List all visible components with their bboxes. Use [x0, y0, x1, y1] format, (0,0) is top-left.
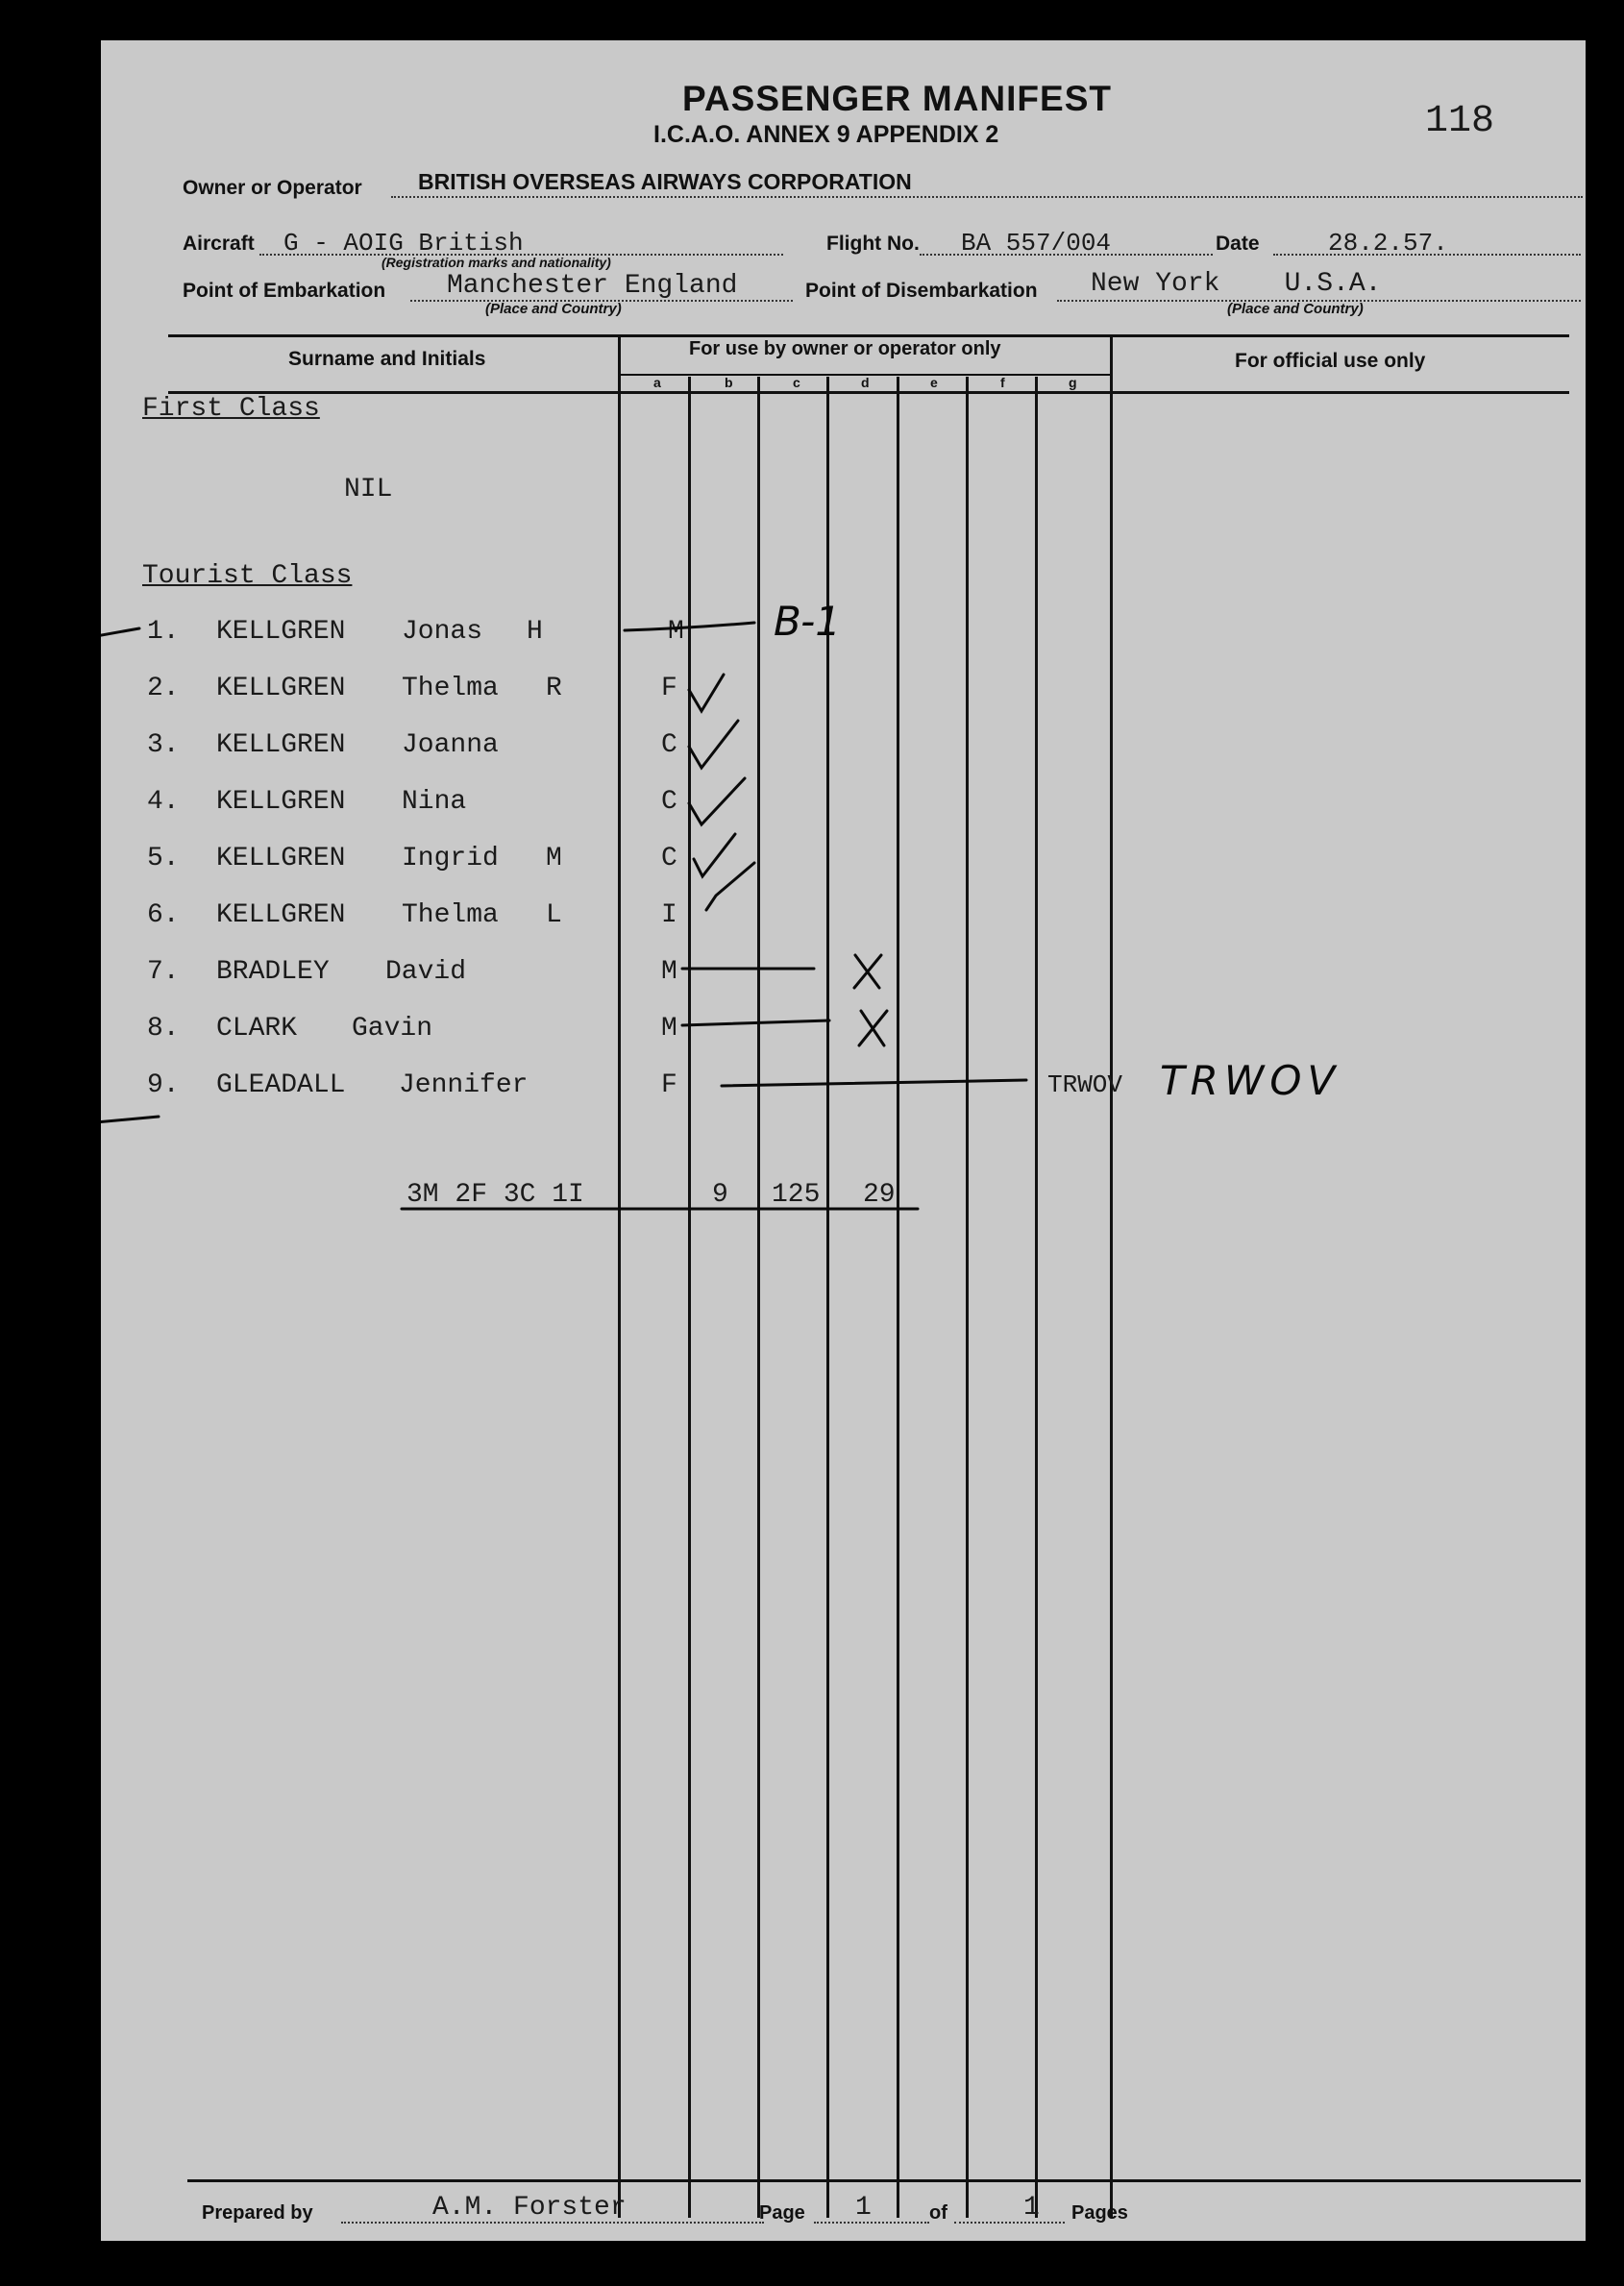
footer-rule [187, 2179, 1581, 2182]
prepared-by-value: A.M. Forster [432, 2193, 627, 2223]
surname: GLEADALL [216, 1070, 346, 1100]
registration-note: (Registration marks and nationality) [381, 255, 611, 270]
page-label: Page [759, 2202, 805, 2224]
row-number: 5. [147, 844, 180, 873]
total-b: 9 [712, 1180, 728, 1210]
embarkation-note: (Place and Country) [485, 301, 622, 317]
embarkation-label: Point of Embarkation [183, 280, 386, 302]
surname: KELLGREN [216, 730, 346, 760]
initial: L [546, 900, 562, 930]
of-dotted-line [954, 2222, 1065, 2224]
col-official: For official use only [1235, 350, 1426, 372]
sex-code: C [661, 730, 677, 760]
surname: KELLGREN [216, 617, 346, 647]
page-value: 1 [855, 2193, 872, 2223]
subcol-f: f [1000, 375, 1005, 390]
row8-strike-line [682, 1020, 829, 1025]
total-c: 125 [772, 1180, 821, 1210]
of-value: 1 [1023, 2193, 1040, 2223]
page-dotted-line [814, 2222, 929, 2224]
disembarkation-value: New York U.S.A. [1091, 269, 1382, 299]
flight-value: BA 557/004 [961, 229, 1112, 258]
flight-label: Flight No. [826, 233, 920, 255]
form-title: PASSENGER MANIFEST [682, 79, 1112, 118]
surname: BRADLEY [216, 957, 330, 987]
col-owner: For use by owner or operator only [689, 338, 1001, 359]
check-mark-4 [689, 778, 745, 824]
given-name: Jonas [402, 617, 483, 647]
given-name: Jennifer [399, 1070, 529, 1100]
surname: KELLGREN [216, 844, 346, 873]
of-label: of [929, 2202, 947, 2224]
initial: R [546, 674, 562, 703]
given-name: Nina [402, 787, 467, 817]
subcol-c: c [793, 375, 800, 390]
given-name: Thelma [402, 900, 499, 930]
sex-code: M [661, 1014, 677, 1044]
first-class-nil: NIL [344, 475, 393, 504]
row-number: 1. [147, 617, 180, 647]
pages-label: Pages [1071, 2202, 1128, 2224]
sex-code: I [661, 900, 677, 930]
row-number: 6. [147, 900, 180, 930]
given-name: Ingrid [402, 844, 499, 873]
page-number: 118 [1425, 100, 1495, 143]
given-name: Thelma [402, 674, 499, 703]
given-name: David [385, 957, 467, 987]
check-mark-2 [689, 675, 724, 711]
col-surname: Surname and Initials [288, 348, 486, 370]
sex-code: F [661, 1070, 677, 1100]
aircraft-value: G - AOIG British [283, 229, 524, 258]
total-d: 29 [863, 1180, 896, 1210]
first-class-heading: First Class [142, 394, 320, 424]
surname: KELLGREN [216, 787, 346, 817]
form-subtitle: I.C.A.O. ANNEX 9 APPENDIX 2 [653, 121, 999, 148]
sex-code: M [661, 957, 677, 987]
sex-code: M [668, 617, 684, 647]
date-value: 28.2.57. [1328, 229, 1448, 258]
row-number: 3. [147, 730, 180, 760]
cross-mark-7 [854, 955, 881, 988]
subcol-e: e [930, 375, 938, 390]
row-number: 8. [147, 1014, 180, 1044]
handwritten-trwov: TRWOV [1160, 1057, 1341, 1104]
handwritten-b1: B-1 [774, 598, 841, 645]
manifest-paper [101, 40, 1586, 2241]
aircraft-label: Aircraft [183, 233, 255, 255]
subcol-d: d [861, 375, 870, 390]
initial: H [527, 617, 543, 647]
sex-code: C [661, 787, 677, 817]
subcol-b: b [725, 375, 733, 390]
given-name: Joanna [402, 730, 499, 760]
initial: M [546, 844, 562, 873]
tourist-class-heading: Tourist Class [142, 561, 353, 591]
owner-value: BRITISH OVERSEAS AIRWAYS CORPORATION [418, 169, 912, 194]
cross-mark-8 [859, 1011, 887, 1045]
subcol-g: g [1069, 375, 1077, 390]
surname: KELLGREN [216, 900, 346, 930]
given-name: Gavin [352, 1014, 433, 1044]
row-number: 4. [147, 787, 180, 817]
owner-label: Owner or Operator [183, 177, 362, 199]
embarkation-value: Manchester England [447, 271, 738, 301]
row-number: 2. [147, 674, 180, 703]
date-label: Date [1216, 233, 1260, 255]
check-mark-6 [706, 863, 754, 910]
totals-summary: 3M 2F 3C 1I [406, 1180, 584, 1210]
row-number: 9. [147, 1070, 180, 1100]
row9-margin-tick [101, 1117, 159, 1122]
row1-strike-line [625, 623, 754, 630]
surname: KELLGREN [216, 674, 346, 703]
row1-margin-tick [101, 628, 139, 636]
row-number: 7. [147, 957, 180, 987]
sex-code: F [661, 674, 677, 703]
check-mark-3 [689, 721, 738, 768]
subcol-a: a [653, 375, 661, 390]
prepared-label: Prepared by [202, 2202, 313, 2224]
check-mark-5 [694, 834, 735, 876]
disembarkation-note: (Place and Country) [1227, 301, 1364, 317]
row9-strike-line [722, 1080, 1026, 1086]
typed-trwov: TRWOV [1047, 1070, 1123, 1099]
disembarkation-label: Point of Disembarkation [805, 280, 1038, 302]
handwritten-marks [101, 40, 1586, 2241]
sex-code: C [661, 844, 677, 873]
surname: CLARK [216, 1014, 298, 1044]
